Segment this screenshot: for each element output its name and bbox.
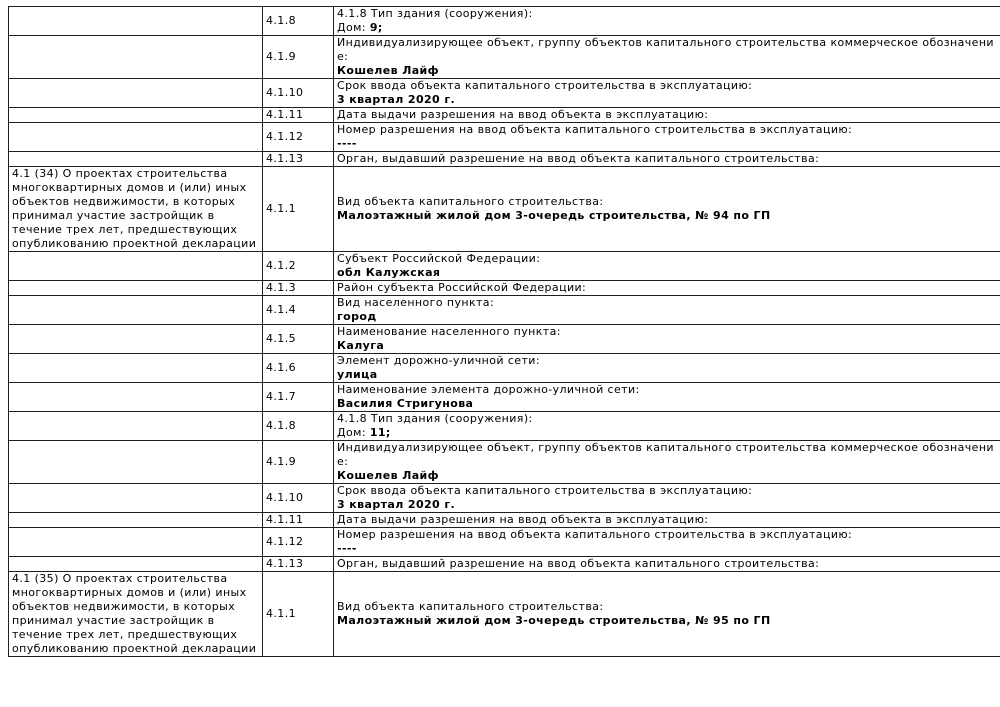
code-cell: [263, 152, 334, 167]
content-cell: [334, 167, 1000, 252]
code-cell: [263, 281, 334, 296]
field-label: Индивидуализирующее объект, группу объектов капитального строительства коммерческое обозначение:: [337, 36, 994, 63]
field-value: [337, 498, 997, 512]
field-value: [337, 368, 997, 382]
row-code: 4.1.12: [266, 535, 304, 548]
code-cell: [263, 79, 334, 108]
field-value: [337, 137, 997, 151]
field-value-text: город: [337, 310, 377, 323]
code-cell: [263, 167, 334, 252]
row-code: 4.1.13: [266, 152, 304, 165]
field-value: [337, 469, 997, 483]
table-row: [9, 383, 1000, 412]
section-cell: [9, 557, 263, 572]
content-cell: [334, 528, 1000, 557]
content-cell: [334, 513, 1000, 528]
row-code: 4.1.6: [266, 361, 296, 374]
code-cell: [263, 557, 334, 572]
field-value-text: Малоэтажный жилой дом 3-очередь строительства, № 94 по ГП: [337, 209, 771, 222]
field-label: Номер разрешения на ввод объекта капитального строительства в эксплуатацию:: [337, 123, 853, 136]
table-row: [9, 152, 1000, 167]
field-value-text: Кошелев Лайф: [337, 469, 439, 482]
code-cell: [263, 513, 334, 528]
row-code: 4.1.9: [266, 455, 296, 468]
table-row: [9, 412, 1000, 441]
content-cell: [334, 7, 1000, 36]
field-value: [337, 64, 997, 78]
row-code: 4.1.13: [266, 557, 304, 570]
field-label: Элемент дорожно-уличной сети:: [337, 354, 540, 367]
field-value-text: 3 квартал 2020 г.: [337, 498, 456, 511]
field-value-text: ----: [337, 137, 357, 150]
row-code: 4.1.1: [266, 202, 296, 215]
declaration-table: [8, 6, 1000, 657]
table-row: [9, 281, 1000, 296]
field-value-text: Калуга: [337, 339, 385, 352]
table-row: [9, 325, 1000, 354]
code-cell: [263, 7, 334, 36]
code-cell: [263, 441, 334, 484]
content-cell: [334, 557, 1000, 572]
table-row: [9, 557, 1000, 572]
row-code: 4.1.12: [266, 130, 304, 143]
field-label: Наименование населенного пункта:: [337, 325, 561, 338]
code-cell: [263, 123, 334, 152]
field-value: [337, 426, 997, 440]
content-cell: [334, 572, 1000, 657]
code-cell: [263, 354, 334, 383]
table-row: [9, 36, 1000, 79]
row-code: 4.1.1: [266, 607, 296, 620]
field-label: Вид объекта капитального строительства:: [337, 600, 604, 613]
row-code: 4.1.3: [266, 281, 296, 294]
content-cell: [334, 325, 1000, 354]
field-label: 4.1.8 Тип здания (сооружения):: [337, 412, 533, 425]
section-cell: [9, 441, 263, 484]
code-cell: [263, 252, 334, 281]
table-row: [9, 513, 1000, 528]
row-code: 4.1.11: [266, 513, 304, 526]
table-row: [9, 79, 1000, 108]
field-value: [337, 614, 997, 628]
section-cell: [9, 108, 263, 123]
section-cell: [9, 152, 263, 167]
code-cell: [263, 412, 334, 441]
section-cell: [9, 7, 263, 36]
code-cell: [263, 484, 334, 513]
code-cell: [263, 108, 334, 123]
row-code: 4.1.8: [266, 419, 296, 432]
row-code: 4.1.2: [266, 259, 296, 272]
section-cell: [9, 79, 263, 108]
table-row: [9, 252, 1000, 281]
content-cell: [334, 79, 1000, 108]
field-value-prefix: Дом:: [337, 426, 370, 439]
content-cell: [334, 36, 1000, 79]
section-label: 4.1 (35) О проектах строительства многоквартирных домов и (или) иных объектов недвижимости, в которых принимал участие застройщик в течение трех лет, предшествующих опубликованию проектной декларации: [12, 572, 257, 655]
section-cell: [9, 167, 263, 252]
content-cell: [334, 152, 1000, 167]
field-label: Вид объекта капитального строительства:: [337, 195, 604, 208]
code-cell: [263, 528, 334, 557]
table-row: [9, 123, 1000, 152]
field-value-text: обл Калужская: [337, 266, 441, 279]
code-cell: [263, 325, 334, 354]
field-label: Дата выдачи разрешения на ввод объекта в эксплуатацию:: [337, 513, 709, 526]
field-value: [337, 542, 997, 556]
section-cell: [9, 252, 263, 281]
field-label: Дата выдачи разрешения на ввод объекта в эксплуатацию:: [337, 108, 709, 121]
field-label: 4.1.8 Тип здания (сооружения):: [337, 7, 533, 20]
section-cell: [9, 36, 263, 79]
section-label: 4.1 (34) О проектах строительства многоквартирных домов и (или) иных объектов недвижимости, в которых принимал участие застройщик в течение трех лет, предшествующих опубликованию проектной декларации: [12, 167, 257, 250]
row-code: 4.1.5: [266, 332, 296, 345]
content-cell: [334, 441, 1000, 484]
field-label: Наименование элемента дорожно-уличной сети:: [337, 383, 640, 396]
section-cell: [9, 296, 263, 325]
table-row: [9, 572, 1000, 657]
content-cell: [334, 296, 1000, 325]
row-code: 4.1.4: [266, 303, 296, 316]
field-value-text: 9;: [369, 21, 383, 34]
row-code: 4.1.10: [266, 491, 304, 504]
field-value-text: ----: [337, 542, 357, 555]
content-cell: [334, 412, 1000, 441]
field-value: [337, 266, 997, 280]
table-row: [9, 528, 1000, 557]
row-code: 4.1.7: [266, 390, 296, 403]
content-cell: [334, 484, 1000, 513]
table-row: [9, 484, 1000, 513]
section-cell: [9, 513, 263, 528]
field-label: Номер разрешения на ввод объекта капитального строительства в эксплуатацию:: [337, 528, 853, 541]
section-cell: [9, 325, 263, 354]
field-value: [337, 397, 997, 411]
content-cell: [334, 123, 1000, 152]
section-cell: [9, 484, 263, 513]
section-cell: [9, 383, 263, 412]
field-value: [337, 339, 997, 353]
section-cell: [9, 528, 263, 557]
table-row: [9, 296, 1000, 325]
content-cell: [334, 281, 1000, 296]
table-row: [9, 354, 1000, 383]
field-value: [337, 310, 997, 324]
row-code: 4.1.9: [266, 50, 296, 63]
content-cell: [334, 108, 1000, 123]
row-code: 4.1.8: [266, 14, 296, 27]
code-cell: [263, 296, 334, 325]
content-cell: [334, 354, 1000, 383]
declaration-table-body: [9, 7, 1000, 657]
section-cell: [9, 412, 263, 441]
field-value: [337, 93, 997, 107]
field-value-text: 3 квартал 2020 г.: [337, 93, 456, 106]
section-cell: [9, 572, 263, 657]
section-cell: [9, 123, 263, 152]
field-label: Орган, выдавший разрешение на ввод объекта капитального строительства:: [337, 152, 820, 165]
code-cell: [263, 383, 334, 412]
field-label: Срок ввода объекта капитального строительства в эксплуатацию:: [337, 79, 753, 92]
field-value: [337, 209, 997, 223]
field-label: Срок ввода объекта капитального строительства в эксплуатацию:: [337, 484, 753, 497]
field-label: Орган, выдавший разрешение на ввод объекта капитального строительства:: [337, 557, 820, 570]
code-cell: [263, 36, 334, 79]
code-cell: [263, 572, 334, 657]
table-row: [9, 7, 1000, 36]
field-label: Субъект Российской Федерации:: [337, 252, 541, 265]
row-code: 4.1.11: [266, 108, 304, 121]
table-row: [9, 441, 1000, 484]
field-label: Вид населенного пункта:: [337, 296, 495, 309]
section-cell: [9, 354, 263, 383]
table-row: [9, 167, 1000, 252]
field-value-text: Кошелев Лайф: [337, 64, 439, 77]
row-code: 4.1.10: [266, 86, 304, 99]
field-value-text: Василия Стригунова: [337, 397, 474, 410]
table-row: [9, 108, 1000, 123]
field-label: Индивидуализирующее объект, группу объектов капитального строительства коммерческое обозначение:: [337, 441, 994, 468]
field-value-text: 11;: [369, 426, 391, 439]
section-cell: [9, 281, 263, 296]
field-value-prefix: Дом:: [337, 21, 370, 34]
field-label: Район субъекта Российской Федерации:: [337, 281, 587, 294]
field-value: [337, 21, 997, 35]
field-value-text: улица: [337, 368, 378, 381]
field-value-text: Малоэтажный жилой дом 3-очередь строительства, № 95 по ГП: [337, 614, 771, 627]
content-cell: [334, 252, 1000, 281]
content-cell: [334, 383, 1000, 412]
